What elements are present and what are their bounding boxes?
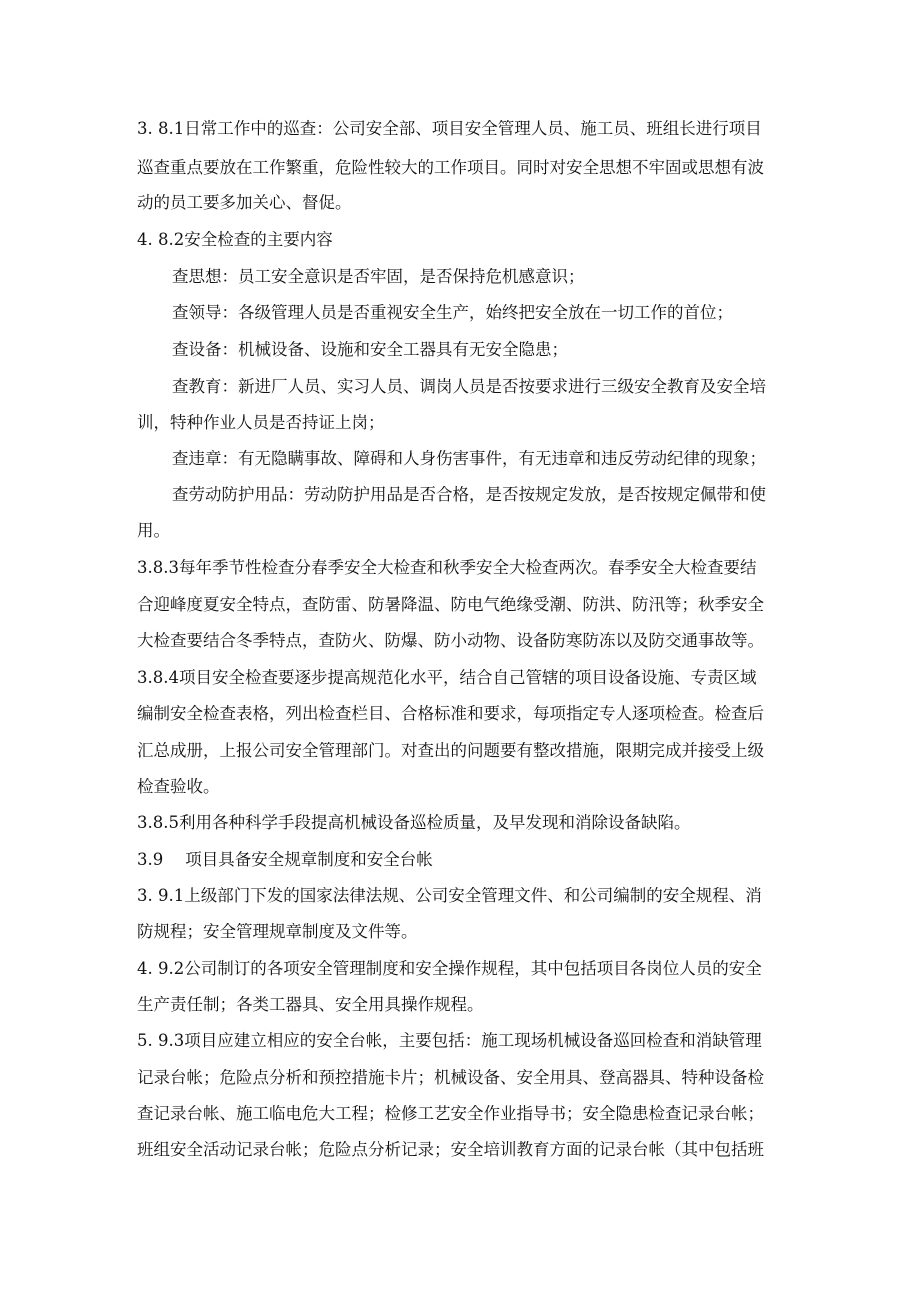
text-line: 4. 8.2安全检查的主要内容 [137, 230, 333, 249]
text-line: 5. 9.3项目应建立相应的安全台帐，主要包括：施工现场机械设备巡回检查和消缺管理 [137, 1031, 762, 1050]
text-line: 查违章：有无隐瞒事故、障碍和人身伤害事件，有无违章和违反劳动纪律的现象； [172, 449, 766, 468]
text-line: 检查验收。 [137, 777, 220, 796]
section-heading-3-9 [137, 849, 791, 871]
text-line: 防规程；安全管理规章制度及文件等。 [137, 922, 418, 941]
text-line: 巡查重点要放在工作繁重，危险性较大的工作项目。同时对安全思想不牢固或思想有波 [137, 158, 764, 177]
text-line: 3.8.5利用各种科学手段提高机械设备巡检质量，及早发现和消除设备缺陷。 [137, 813, 691, 832]
text-line: 合迎峰度夏安全特点，查防雷、防暑降温、防电气绝缘受潮、防洪、防汛等；秋季安全 [137, 595, 764, 614]
text-line: 3.8.3每年季节性检查分春季安全大检查和秋季安全大检查两次。春季安全大检查要结 [137, 558, 757, 577]
text-line: 记录台帐；危险点分析和预控措施卡片；机械设备、安全用具、登高器具、特种设备检 [137, 1068, 764, 1087]
text-line: 生产责任制；各类工器具、安全用具操作规程。 [137, 995, 484, 1014]
text-line: 动的员工要多加关心、督促。 [137, 193, 352, 212]
text-line: 3. 8.1日常工作中的巡查：公司安全部、项目安全管理人员、施工员、班组长进行项目 [137, 119, 762, 138]
text-line: 查设备：机械设备、设施和安全工器具有无安全隐患； [172, 340, 568, 359]
text-line: 训，特种作业人员是否持证上岗； [137, 413, 385, 432]
text-line: 查教育：新进厂人员、实习人员、调岗人员是否按要求进行三级安全教育及安全培 [172, 377, 766, 396]
text-line: 查记录台帐、施工临电危大工程；检修工艺安全作业指导书；安全隐患检查记录台帐； [137, 1104, 764, 1123]
text-line: 4. 9.2公司制订的各项安全管理制度和安全操作规程，其中包括项目各岗位人员的安全 [137, 959, 762, 978]
text-line: 大检查要结合冬季特点，查防火、防爆、防小动物、设备防寒防冻以及防交通事故等。 [137, 631, 764, 650]
text-line: 编制安全检查表格，列出检查栏目、合格标准和要求，每项指定专人逐项检查。检查后 [137, 704, 764, 723]
text-line: 用。 [137, 521, 170, 540]
text-line: 班组安全活动记录台帐；危险点分析记录；安全培训教育方面的记录台帐（其中包括班 [137, 1140, 764, 1159]
text-line: 查领导：各级管理人员是否重视安全生产，始终把安全放在一切工作的首位； [172, 303, 733, 322]
text-line: 汇总成册，上报公司安全管理部门。对查出的问题要有整改措施，限期完成并接受上级 [137, 741, 764, 760]
text-line: 3.8.4项目安全检查要逐步提高规范化水平，结合自己管辖的项目设备设施、专责区域 [137, 668, 757, 687]
section-title: 项目具备安全规章制度和安全台帐 [185, 850, 433, 869]
text-line: 3. 9.1上级部门下发的国家法律法规、公司安全管理文件、和公司编制的安全规程、消 [137, 886, 762, 905]
text-line: 查思想：员工安全意识是否牢固，是否保持危机感意识； [172, 267, 585, 286]
text-line: 查劳动防护用品：劳动防护用品是否合格，是否按规定发放，是否按规定佩带和使 [172, 485, 766, 504]
section-number: 3.9 [137, 850, 164, 869]
